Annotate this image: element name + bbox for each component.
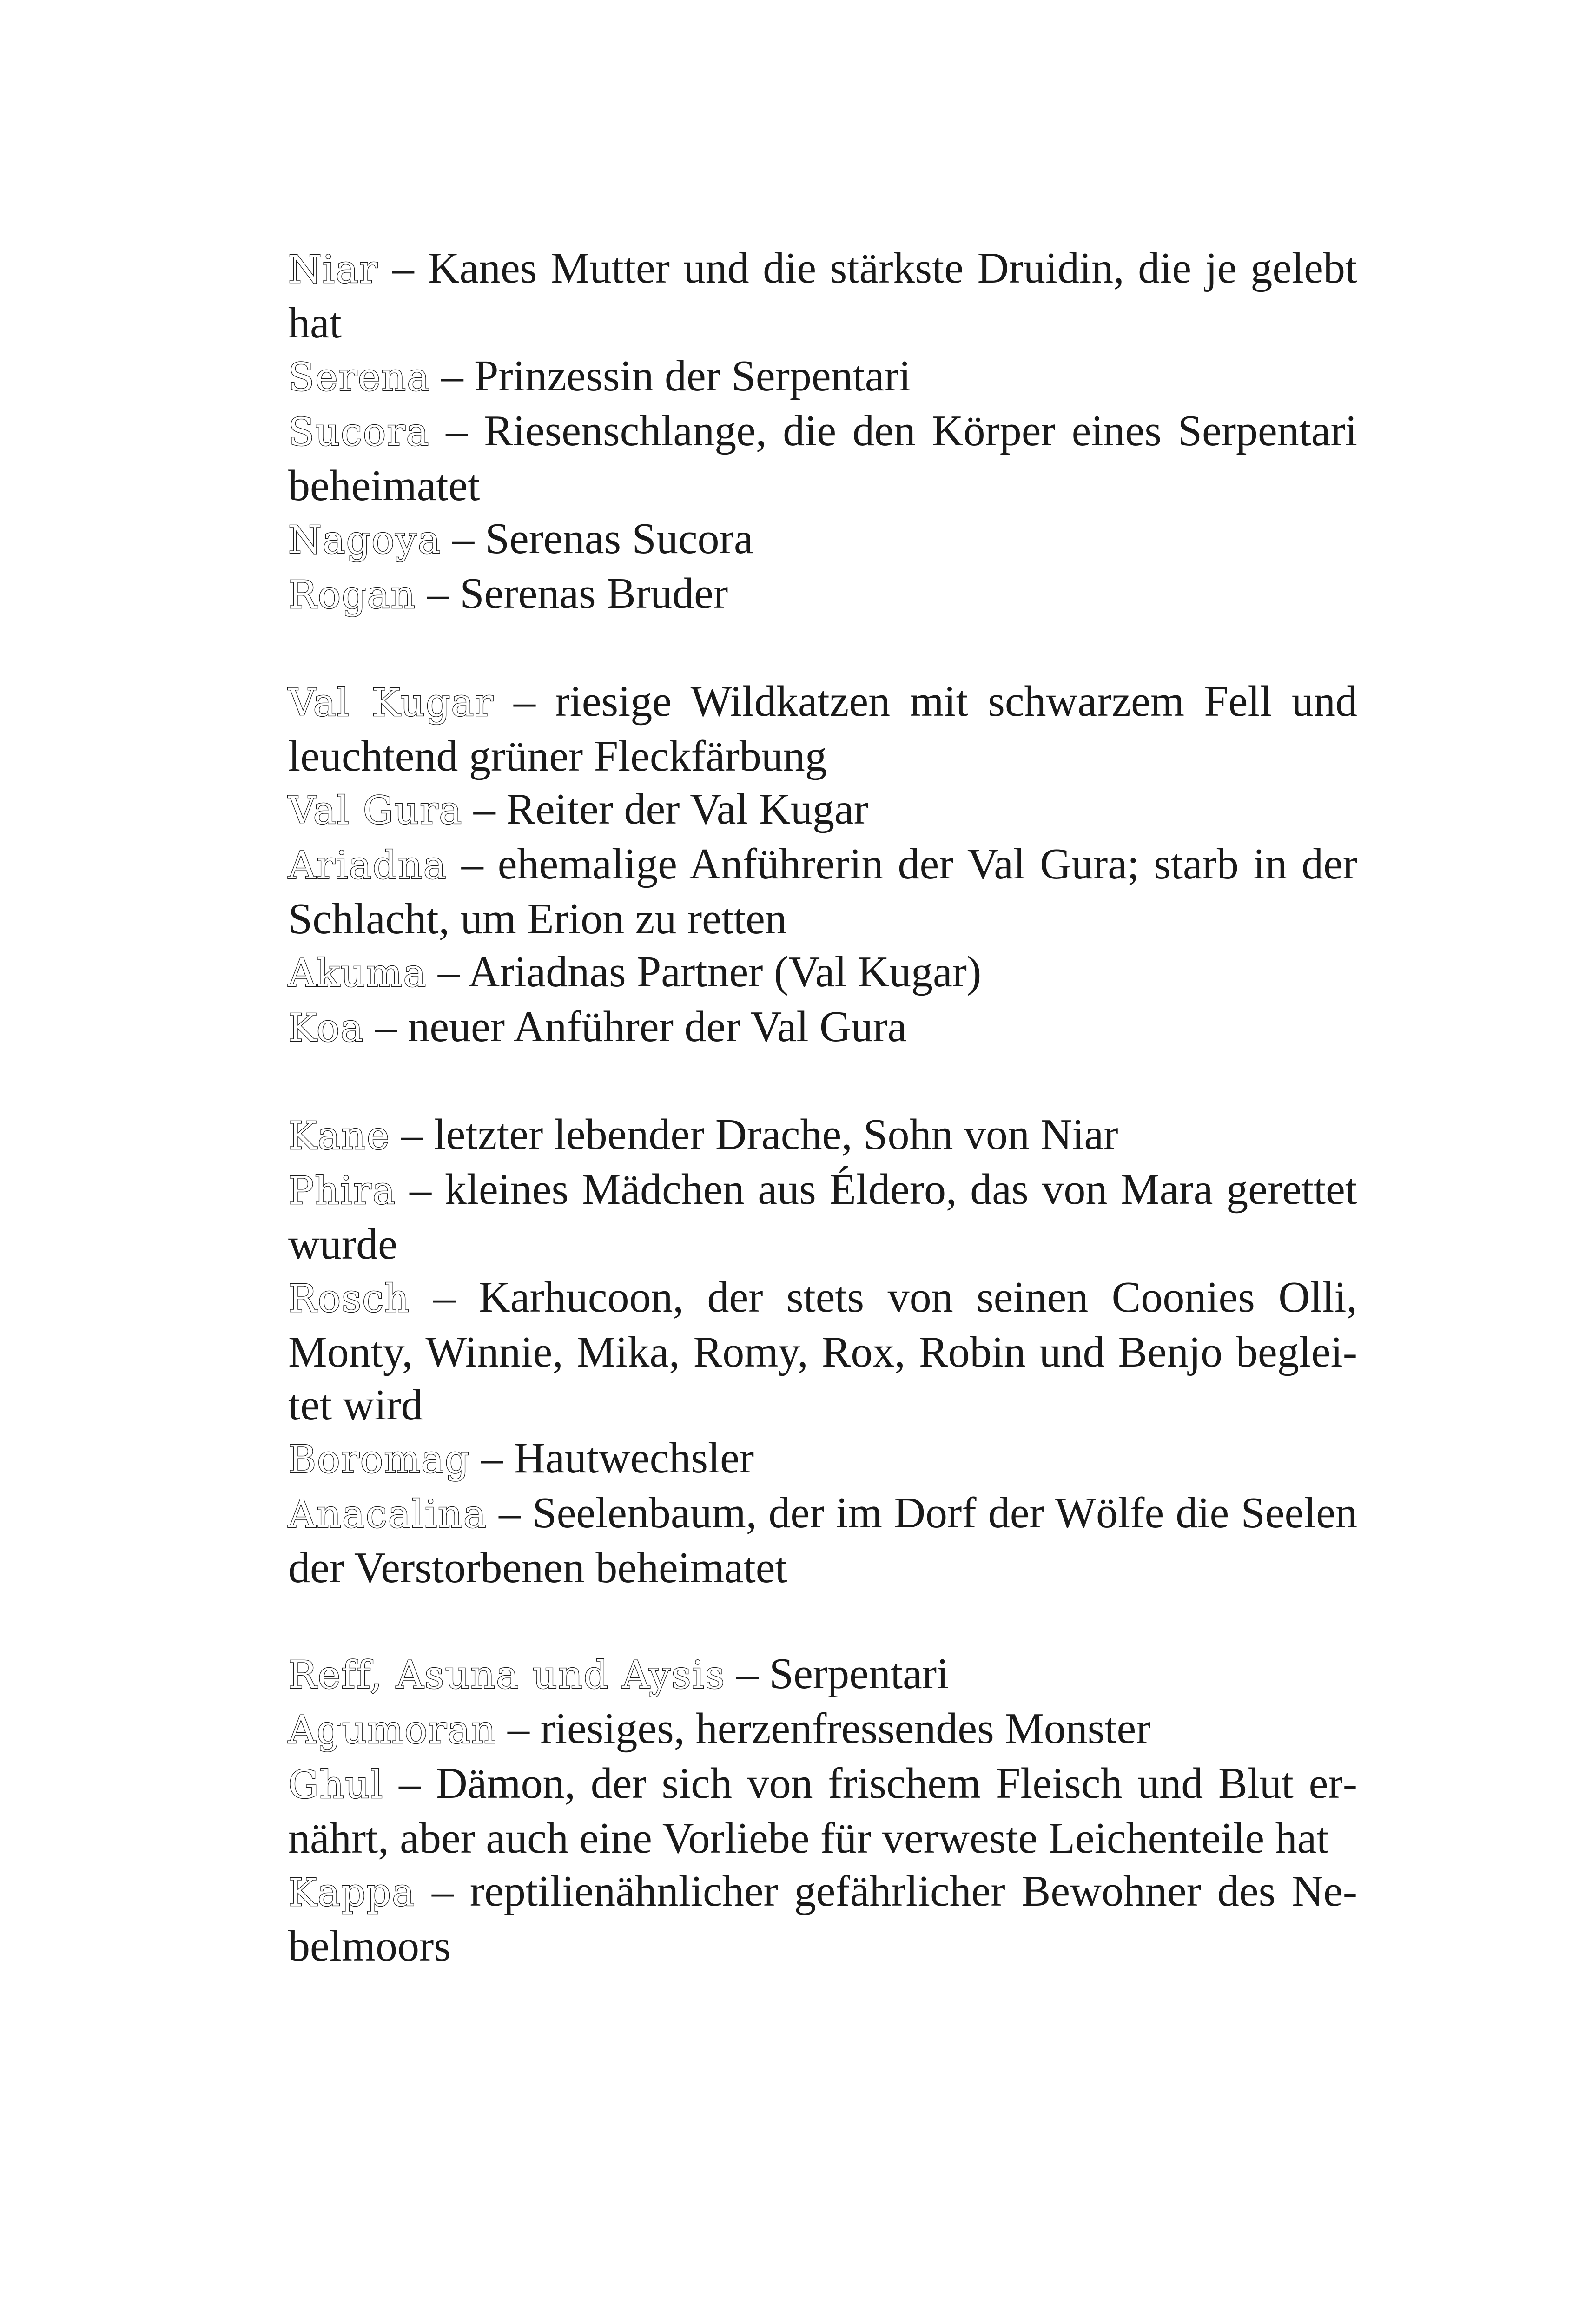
entry-separator: – bbox=[390, 1110, 434, 1159]
entry-description: Hautwechsler bbox=[514, 1434, 754, 1482]
glossary-entry bbox=[288, 567, 1357, 622]
glossary-entry bbox=[288, 1647, 1357, 1702]
entry-description: neuer Anführer der Val Gura bbox=[408, 1003, 907, 1051]
entry-name: Rosch bbox=[288, 1277, 410, 1321]
entry-description: Seelenbaum, der im Dorf der Wölfe die Seelen der Verstorbenen beheimatet bbox=[288, 1489, 1358, 1592]
entry-name: Koa bbox=[288, 1006, 364, 1050]
glossary-entry bbox=[288, 783, 1357, 838]
entry-description: Karhucoon, der stets von seinen Coonies Olli, Monty, Winnie, Mika, Romy, Rox, Robin und Benjo begleitet wird bbox=[288, 1273, 1357, 1429]
entry-name: Val Kugar bbox=[288, 681, 494, 725]
entry-name: Ghul bbox=[288, 1763, 384, 1807]
entry-separator: – bbox=[364, 1003, 408, 1051]
entry-name: Kane bbox=[288, 1114, 390, 1158]
entry-separator: – bbox=[416, 569, 460, 618]
entry-separator: – bbox=[427, 948, 469, 996]
entry-separator: – bbox=[462, 785, 507, 833]
glossary-entry bbox=[288, 945, 1357, 1000]
glossary-entry bbox=[288, 1757, 1357, 1865]
entry-separator: – bbox=[430, 352, 475, 400]
glossary-group-val-gura bbox=[288, 675, 1357, 1055]
entry-name: Kappa bbox=[288, 1871, 416, 1915]
entry-name: Rogan bbox=[288, 573, 416, 617]
entry-separator: – bbox=[416, 1867, 470, 1915]
glossary-entry bbox=[288, 1486, 1357, 1594]
glossary-entry bbox=[288, 1271, 1357, 1432]
entry-description: Reiter der Val Kugar bbox=[506, 785, 868, 833]
entry-separator: – bbox=[496, 1704, 541, 1753]
entry-description: Serpentari bbox=[769, 1650, 949, 1698]
entry-name: Phira bbox=[288, 1169, 396, 1213]
entry-name: Ariadna bbox=[288, 844, 447, 888]
entry-separator: – bbox=[494, 677, 555, 726]
entry-name: Serena bbox=[288, 356, 431, 400]
entry-description: Serenas Sucora bbox=[485, 515, 753, 563]
glossary-entry bbox=[288, 838, 1357, 945]
glossary-entry bbox=[288, 404, 1357, 512]
glossary-entry bbox=[288, 1108, 1357, 1163]
entry-separator: – bbox=[441, 515, 485, 563]
entry-name: Boromag bbox=[288, 1438, 470, 1482]
glossary-entry bbox=[288, 1163, 1357, 1271]
entry-separator: – bbox=[470, 1434, 514, 1482]
entry-description: riesiges, herzenfressendes Monster bbox=[540, 1704, 1151, 1753]
entry-description: Kanes Mutter und die stärkste Druidin, die je gelebt hat bbox=[288, 244, 1357, 347]
entry-description: Riesenschlange, die den Körper eines Serpentari beheimatet bbox=[288, 407, 1357, 510]
entry-separator: – bbox=[410, 1273, 479, 1321]
entry-description: reptilienähnlicher gefährlicher Bewohner des Nebelmoors bbox=[288, 1867, 1357, 1970]
entry-name: Agumoran bbox=[288, 1708, 497, 1752]
entry-name: Niar bbox=[288, 248, 379, 292]
entry-separator: – bbox=[447, 840, 498, 888]
glossary-group-creatures bbox=[288, 1647, 1357, 1973]
entry-description: Prinzessin der Serpentari bbox=[474, 352, 911, 400]
entry-name: Val Gura bbox=[288, 789, 463, 833]
glossary-entry bbox=[288, 1000, 1357, 1055]
glossary-entry bbox=[288, 350, 1357, 404]
entry-name: Reff, Asuna und Aysis bbox=[288, 1653, 726, 1697]
entry-description: letzter lebender Drache, Sohn von Niar bbox=[434, 1110, 1118, 1159]
entry-name: Sucora bbox=[288, 410, 430, 455]
glossary-entry bbox=[288, 1432, 1357, 1486]
entry-separator: – bbox=[396, 1165, 445, 1214]
entry-separator: – bbox=[725, 1650, 769, 1698]
glossary-entry bbox=[288, 675, 1357, 783]
entry-description: riesige Wildkatzen mit schwarzem Fell und leuchtend grüner Fleckfärbung bbox=[288, 677, 1358, 780]
glossary-group-serpentari bbox=[288, 242, 1357, 622]
entry-separator: – bbox=[383, 1759, 436, 1808]
glossary-page bbox=[288, 242, 1357, 2026]
glossary-entry bbox=[288, 1702, 1357, 1757]
entry-name: Anacalina bbox=[288, 1492, 487, 1537]
entry-name: Nagoya bbox=[288, 518, 442, 562]
entry-description: kleines Mädchen aus Éldero, das von Mara gerettet wurde bbox=[288, 1165, 1357, 1268]
glossary-entry bbox=[288, 512, 1357, 567]
entry-description: Dämon, der sich von frischem Fleisch und Blut ernährt, aber auch eine Vorliebe für verweste Leichenteile hat bbox=[288, 1759, 1357, 1862]
entry-description: Ariadnas Partner (Val Kugar) bbox=[468, 948, 982, 996]
glossary-entry bbox=[288, 1865, 1357, 1973]
glossary-group-companions bbox=[288, 1108, 1357, 1594]
entry-separator: – bbox=[487, 1489, 533, 1537]
entry-description: ehemalige Anführerin der Val Gura; starb in der Schlacht, um Erion zu retten bbox=[288, 840, 1357, 943]
glossary-entry bbox=[288, 242, 1357, 350]
entry-name: Akuma bbox=[288, 951, 427, 996]
entry-separator: – bbox=[378, 244, 428, 292]
entry-description: Serenas Bruder bbox=[460, 569, 728, 618]
entry-separator: – bbox=[429, 407, 484, 455]
